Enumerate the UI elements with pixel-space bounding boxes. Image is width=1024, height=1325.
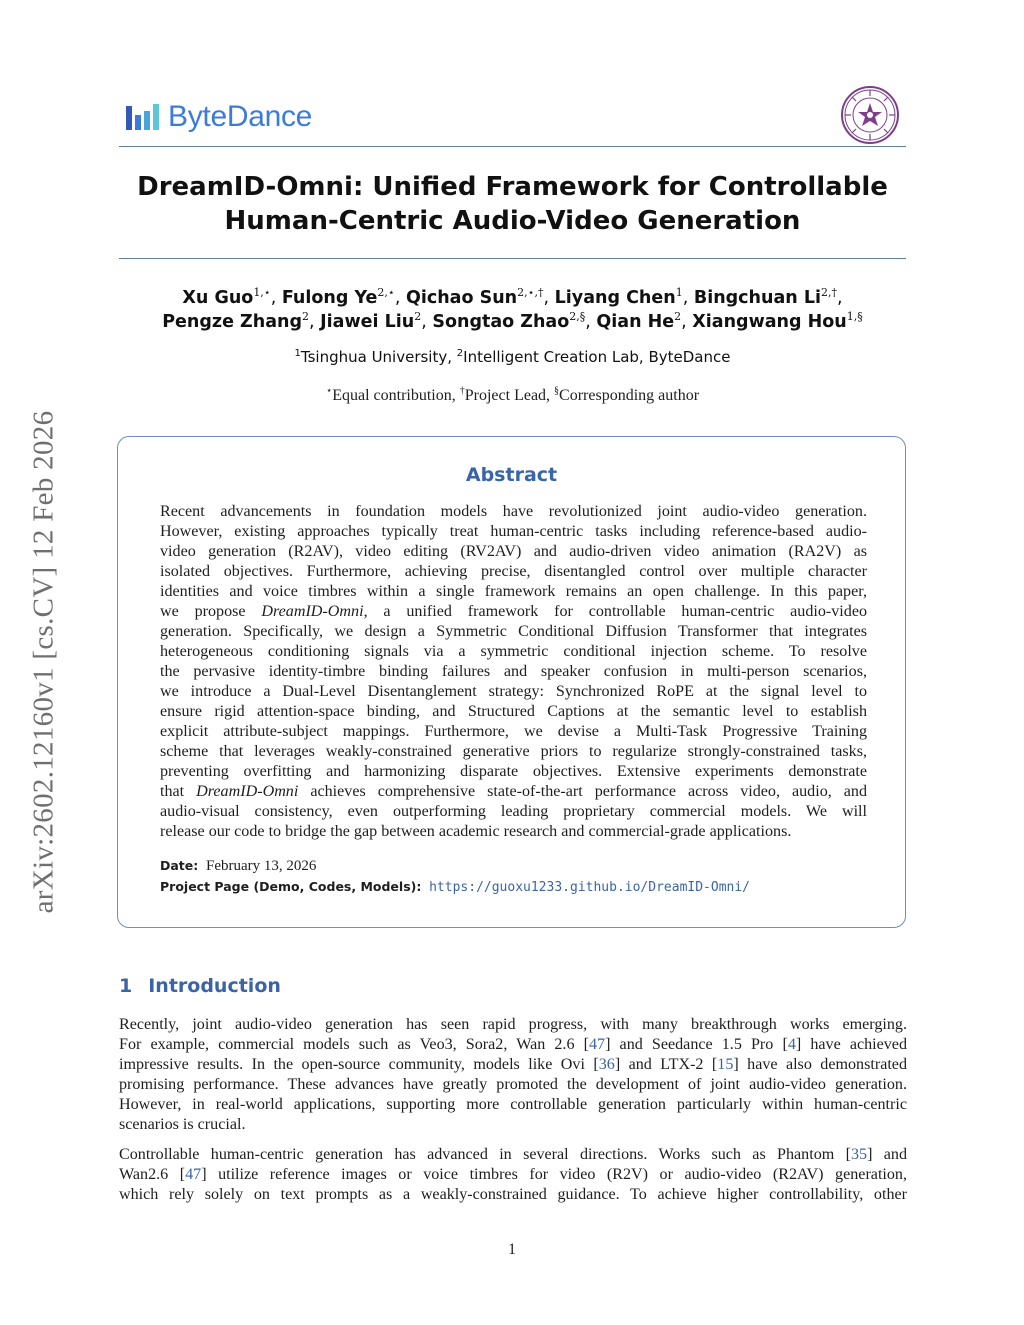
author: Qian He (596, 312, 675, 332)
abstract-line: preventing overfitting and harmonizing disparate objectives. Extensive experiments demonstrate (160, 763, 867, 780)
note-sup: † (459, 385, 465, 397)
abstract-line: we introduce a Dual-Level Disentanglement strategy: Synchronized RoPE at the signal level to (160, 683, 867, 700)
author: Jiawei Liu (320, 312, 415, 332)
author: Bingchuan Li (693, 288, 821, 308)
author-sup: 2 (674, 310, 682, 324)
author-sup: 2,⋆ (377, 286, 395, 300)
abstract-line: that DreamID-Omni achieves comprehensive state-of-the-art performance across video, audio, and (160, 783, 867, 800)
note-equal: Equal contribution (332, 387, 452, 404)
affiliation-sup: 1 (294, 348, 301, 359)
intro-line: scenarios is crucial. (119, 1116, 246, 1133)
citation-link[interactable]: 47 (588, 1036, 606, 1053)
section-heading-introduction (119, 975, 281, 997)
note-sup: § (554, 385, 560, 397)
citation-link[interactable]: 35 (850, 1146, 868, 1163)
intro-line: promising performance. These advances have greatly promoted the development of joint audio-video generation. (119, 1076, 907, 1093)
title-line-2: Human-Centric Audio-Video Generation (224, 206, 801, 236)
header-rule (119, 146, 906, 147)
affiliation-1: Tsinghua University (300, 348, 448, 366)
abstract-line: video generation (R2AV), video editing (RV2AV) and audio-driven video animation (RA2V) as (160, 543, 867, 560)
author-sup: 1 (675, 286, 683, 300)
abstract-paragraph (160, 502, 867, 842)
abstract-line: generation. Specifically, we design a Symmetric Conditional Diffusion Transformer that integrates (160, 623, 867, 640)
note-lead: Project Lead (464, 387, 547, 404)
arxiv-identifier: arXiv:2602.12160v1 [cs.CV] 12 Feb 2026 (27, 410, 60, 914)
author-line-1: Xu Guo$^{1,⋆}$, Fulong $Ye^{2,⋆}$, Qichao Sun$^{2,⋆,\dagger}$, Liyang Chen$^1$, Bingchuan $Li^{2,\dagger}$, (182, 286, 843, 308)
abstract-line: audio-visual consistency, even outperforming leading proprietary commercial models. We will (160, 803, 867, 820)
author-sup: 2,† (820, 286, 837, 300)
note-corresponding: Corresponding author (559, 387, 700, 404)
abstract-line: isolated objectives. Furthermore, achieving precise, disentangled control over multiple character (160, 563, 867, 580)
date-value: February 13, 2026 (206, 858, 317, 874)
abstract-line: heterogeneous conditioning signals via a symmetric conditional injection scheme. To resolve (160, 643, 867, 660)
date-row (160, 858, 316, 875)
intro-line: However, in real-world applications, supporting more controllable generation particularly within human-centric (119, 1096, 907, 1113)
citation-link[interactable]: 4 (787, 1036, 796, 1053)
citation-link[interactable]: 47 (185, 1166, 202, 1183)
title-rule (119, 258, 906, 259)
page-number: 1 (508, 1241, 516, 1258)
abstract-line: However, existing approaches typically treat human-centric tasks including reference-based audio- (160, 523, 867, 540)
author-sup: 2 (414, 310, 422, 324)
bytedance-logo (126, 100, 312, 134)
note-sup: ⋆ (325, 385, 333, 397)
method-name: DreamID-Omni (196, 783, 299, 800)
project-page-row (160, 879, 750, 896)
tsinghua-seal-icon (840, 85, 900, 149)
abstract-line: the pervasive identity-timbre binding failures and speaker confusion in multi-person scenarios, (160, 663, 867, 680)
citation-link[interactable]: 36 (598, 1056, 615, 1073)
project-page-label: Project Page (Demo, Codes, Models): (160, 879, 422, 894)
intro-line: Controllable human-centric generation has advanced in several directions. Works such as Phantom [35] and (119, 1146, 907, 1163)
citation-link[interactable]: 15 (717, 1056, 734, 1073)
intro-line: Recently, joint audio-video generation has seen rapid progress, with many breakthrough works emerging. (119, 1016, 907, 1033)
abstract-line: identities and voice timbres within a single framework remains an open challenge. In this paper, (160, 583, 867, 600)
intro-line: For example, commercial models such as Veo3, Sora2, Wan 2.6 [47] and Seedance 1.5 Pro [4] have achieved (119, 1036, 907, 1053)
author: Xu Guo (182, 288, 254, 308)
author-sup: 2,⋆,† (517, 286, 544, 300)
author: Fulong Ye (281, 288, 378, 308)
abstract-line: ensure rigid attention-space binding, and Structured Captions at the semantic level to establish (160, 703, 867, 720)
intro-paragraph-2 (119, 1145, 907, 1205)
abstract-body (160, 502, 867, 842)
date-label: Date: (160, 858, 199, 873)
author-notes: ⋆Equal contribution, †Project Lead, §Corresponding author (325, 385, 700, 404)
abstract-line: scheme that leverages weakly-constrained generative priors to regularize strongly-constrained tasks, (160, 743, 867, 760)
method-name: DreamID-Omni (261, 603, 364, 620)
section-title: Introduction (148, 975, 281, 997)
author-list (119, 286, 906, 334)
abstract-line: release our code to bridge the gap between academic research and commercial-grade applications. (160, 823, 792, 840)
author-sup: 1,⋆ (253, 286, 271, 300)
affiliation-sup: 2 (456, 348, 464, 359)
intro-paragraph-1 (119, 1015, 907, 1135)
intro-line: which rely solely on text prompts as a weakly-constrained guidance. To achieve higher controllability, other (119, 1186, 907, 1203)
project-page-link[interactable]: https://guoxu1233.github.io/DreamID-Omni/ (429, 880, 751, 895)
logo-text: ByteDance (168, 100, 313, 133)
abstract-line: Recent advancements in foundation models have revolutionized joint audio-video generation. (160, 503, 867, 520)
author-line-2: Pengze Zhang$^2$, Jiawei Liu$^2$, Songtao Zhao$^{2,\S}$, Qian He$^2$, Xiangwang Hou$^{1,\S}$ (162, 310, 863, 332)
affiliations: $^1$Tsinghua University, $^2$Intelligent Creation Lab, ByteDance (294, 348, 731, 366)
paper-title (119, 170, 906, 238)
author: Songtao Zhao (432, 312, 570, 332)
abstract-heading: Abstract (465, 464, 558, 486)
affiliation-2: Intelligent Creation Lab, ByteDance (463, 348, 731, 366)
abstract-line: explicit attribute-subject mappings. Furthermore, we devise a Multi-Task Progressive Training (160, 723, 867, 740)
author: Liyang Chen (554, 288, 676, 308)
abstract-line: we propose DreamID-Omni, a unified framework for controllable human-centric audio-video (160, 603, 868, 620)
section-number: 1 (119, 975, 133, 997)
author-sup: 1,§ (846, 310, 863, 324)
author-sup: 2 (302, 310, 310, 324)
author: Qichao Sun (405, 288, 518, 308)
bytedance-bars-icon (126, 103, 160, 131)
intro-line: impressive results. In the open-source community, models like Ovi [36] and LTX-2 [15] have also demonstrated (119, 1056, 907, 1073)
author: Xiangwang Hou (692, 312, 847, 332)
intro-line: Wan2.6 [47] utilize reference images or voice timbres for video (R2V) or audio-video (R2AV) generation, (119, 1166, 908, 1183)
author-sup: 2,§ (569, 310, 586, 324)
title-line-1: DreamID-Omni: Unified Framework for Controllable (137, 172, 888, 202)
author: Pengze Zhang (162, 312, 303, 332)
